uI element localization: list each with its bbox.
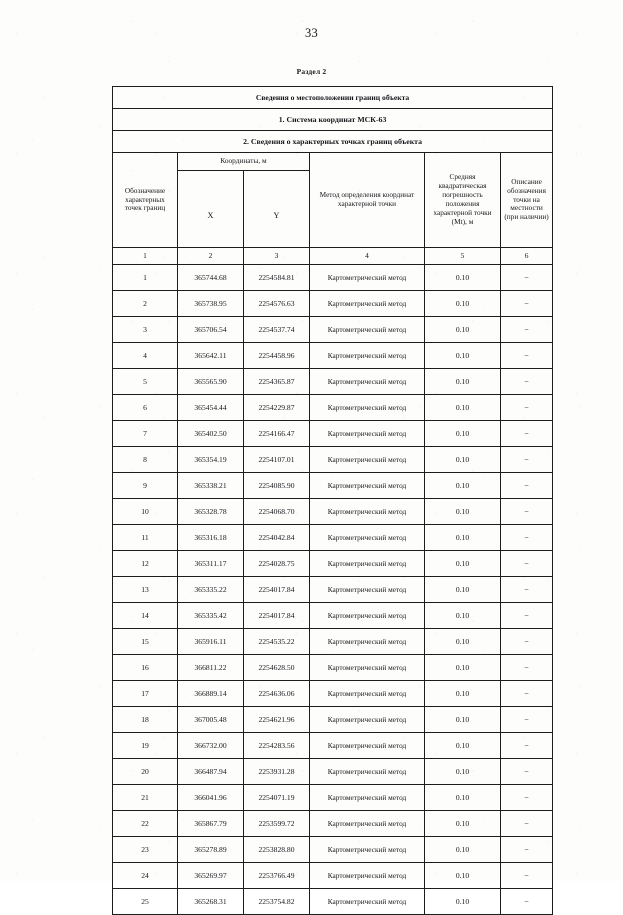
coordinate-x: 365311.17 [178, 551, 244, 577]
coordinate-x: 365316.18 [178, 525, 244, 551]
page-number: 33 [304, 26, 319, 40]
point-number: 14 [113, 603, 178, 629]
point-number: 25 [113, 889, 178, 915]
point-description: − [501, 785, 553, 811]
coordinate-x: 365744.68 [178, 265, 244, 291]
point-description: − [501, 525, 553, 551]
table-banner-row [113, 87, 553, 109]
mean-square-error-value: 0.10 [425, 681, 501, 707]
point-number: 12 [113, 551, 178, 577]
coordinate-y: 2253766.49 [244, 863, 310, 889]
determination-method: Картометрический метод [310, 551, 425, 577]
coordinate-y: 2254537.74 [244, 317, 310, 343]
point-number: 22 [113, 811, 178, 837]
table-row [113, 811, 553, 837]
point-number: 5 [113, 369, 178, 395]
table-row [113, 681, 553, 707]
determination-method: Картометрический метод [310, 837, 425, 863]
table-data-rows [113, 265, 553, 915]
mean-square-error-value: 0.10 [425, 889, 501, 915]
section-row-characteristic-points [113, 131, 553, 153]
column-number-4: 4 [310, 248, 425, 265]
table-body [113, 87, 553, 265]
point-description: − [501, 759, 553, 785]
point-number: 1 [113, 265, 178, 291]
coordinate-x: 365328.78 [178, 499, 244, 525]
coordinate-y: 2254636.06 [244, 681, 310, 707]
point-number: 23 [113, 837, 178, 863]
mean-square-error-value: 0.10 [425, 447, 501, 473]
header-x-label: X [207, 210, 214, 220]
mean-square-error-value: 0.10 [425, 473, 501, 499]
coordinate-x: 365335.42 [178, 603, 244, 629]
coordinate-y: 2254283.56 [244, 733, 310, 759]
point-description: − [501, 863, 553, 889]
determination-method: Картометрический метод [310, 421, 425, 447]
table-row [113, 369, 553, 395]
table-row [113, 629, 553, 655]
header-y-label: Y [273, 210, 280, 220]
determination-method: Картометрический метод [310, 681, 425, 707]
header-mean-square-error: Средняя квадратическая погрешность положения характерной точки (Mt), м [425, 153, 501, 248]
coordinate-x: 365454.44 [178, 395, 244, 421]
table-row [113, 317, 553, 343]
table-row [113, 265, 553, 291]
determination-method: Картометрический метод [310, 317, 425, 343]
header-method: Метод определения координат характерной точки [310, 153, 425, 248]
coordinate-y: 2254085.90 [244, 473, 310, 499]
coordinate-x: 367005.48 [178, 707, 244, 733]
coordinate-x: 366041.96 [178, 785, 244, 811]
header-x [178, 171, 244, 248]
section-2-label: 2. Сведения о характерных точках границ объекта [113, 131, 553, 153]
coordinate-x: 366732.00 [178, 733, 244, 759]
coordinate-y: 2253931.28 [244, 759, 310, 785]
determination-method: Картометрический метод [310, 785, 425, 811]
coordinate-y: 2253599.72 [244, 811, 310, 837]
coordinate-y: 2254229.87 [244, 395, 310, 421]
point-description: − [501, 629, 553, 655]
mean-square-error-value: 0.10 [425, 369, 501, 395]
table-row [113, 525, 553, 551]
table-row [113, 473, 553, 499]
coordinate-x: 365565.90 [178, 369, 244, 395]
determination-method: Картометрический метод [310, 499, 425, 525]
determination-method: Картометрический метод [310, 525, 425, 551]
table-banner-title: Сведения о местоположении границ объекта [113, 87, 553, 109]
mean-square-error-value: 0.10 [425, 629, 501, 655]
coordinate-y: 2254017.84 [244, 577, 310, 603]
coordinate-x: 365642.11 [178, 343, 244, 369]
point-description: − [501, 811, 553, 837]
point-description: − [501, 889, 553, 915]
coordinate-x: 365738.95 [178, 291, 244, 317]
coordinate-y: 2254017.84 [244, 603, 310, 629]
coordinate-y: 2253828.80 [244, 837, 310, 863]
coordinate-x: 365916.11 [178, 629, 244, 655]
mean-square-error-value: 0.10 [425, 707, 501, 733]
point-description: − [501, 837, 553, 863]
determination-method: Картометрический метод [310, 733, 425, 759]
coordinate-y: 2254365.87 [244, 369, 310, 395]
mean-square-error-value: 0.10 [425, 811, 501, 837]
column-number-5: 5 [425, 248, 501, 265]
table-row [113, 889, 553, 915]
table-row [113, 733, 553, 759]
point-description: − [501, 733, 553, 759]
mean-square-error-value: 0.10 [425, 785, 501, 811]
mean-square-error-value: 0.10 [425, 317, 501, 343]
coordinate-x: 366889.14 [178, 681, 244, 707]
table-row [113, 759, 553, 785]
coordinate-y: 2254071.19 [244, 785, 310, 811]
coordinate-y: 2254621.96 [244, 707, 310, 733]
point-description: − [501, 343, 553, 369]
point-number: 3 [113, 317, 178, 343]
determination-method: Картометрический метод [310, 629, 425, 655]
coordinate-y: 2254576.63 [244, 291, 310, 317]
coordinate-x: 365338.21 [178, 473, 244, 499]
point-number: 17 [113, 681, 178, 707]
coordinate-x: 365268.31 [178, 889, 244, 915]
header-designation: Обозначение характерных точек границ [113, 153, 178, 248]
point-number: 11 [113, 525, 178, 551]
boundary-points-table-wrapper [112, 86, 552, 915]
point-description: − [501, 395, 553, 421]
header-y [244, 171, 310, 248]
point-description: − [501, 681, 553, 707]
point-description: − [501, 317, 553, 343]
table-row [113, 707, 553, 733]
mean-square-error-value: 0.10 [425, 759, 501, 785]
point-description: − [501, 291, 553, 317]
determination-method: Картометрический метод [310, 343, 425, 369]
determination-method: Картометрический метод [310, 395, 425, 421]
point-description: − [501, 707, 553, 733]
table-row [113, 577, 553, 603]
coordinate-x: 365867.79 [178, 811, 244, 837]
determination-method: Картометрический метод [310, 369, 425, 395]
mean-square-error-value: 0.10 [425, 863, 501, 889]
coordinate-x: 366811.22 [178, 655, 244, 681]
coordinate-x: 365278.89 [178, 837, 244, 863]
point-number: 20 [113, 759, 178, 785]
coordinate-y: 2254535.22 [244, 629, 310, 655]
determination-method: Картометрический метод [310, 811, 425, 837]
mean-square-error-value: 0.10 [425, 837, 501, 863]
determination-method: Картометрический метод [310, 577, 425, 603]
point-description: − [501, 499, 553, 525]
point-number: 9 [113, 473, 178, 499]
table-row [113, 655, 553, 681]
determination-method: Картометрический метод [310, 447, 425, 473]
point-description: − [501, 603, 553, 629]
boundary-points-table [112, 86, 553, 915]
determination-method: Картометрический метод [310, 265, 425, 291]
coordinate-y: 2254628.50 [244, 655, 310, 681]
section-1-label: 1. Система координат МСК-63 [113, 109, 553, 131]
mean-square-error-value: 0.10 [425, 499, 501, 525]
column-number-2: 2 [178, 248, 244, 265]
mean-square-error-value: 0.10 [425, 655, 501, 681]
table-row [113, 291, 553, 317]
point-description: − [501, 421, 553, 447]
header-row-top [113, 153, 553, 171]
coordinate-x: 365269.97 [178, 863, 244, 889]
point-number: 13 [113, 577, 178, 603]
table-row [113, 447, 553, 473]
point-number: 7 [113, 421, 178, 447]
coordinate-y: 2254068.70 [244, 499, 310, 525]
table-row [113, 837, 553, 863]
mean-square-error-value: 0.10 [425, 343, 501, 369]
column-number-row [113, 248, 553, 265]
point-number: 16 [113, 655, 178, 681]
point-description: − [501, 655, 553, 681]
point-number: 10 [113, 499, 178, 525]
determination-method: Картометрический метод [310, 291, 425, 317]
determination-method: Картометрический метод [310, 473, 425, 499]
coordinate-x: 365335.22 [178, 577, 244, 603]
coordinate-x: 365354.19 [178, 447, 244, 473]
mean-square-error-value: 0.10 [425, 733, 501, 759]
point-number: 18 [113, 707, 178, 733]
table-row [113, 343, 553, 369]
mean-square-error-value: 0.10 [425, 395, 501, 421]
mean-square-error-value: 0.10 [425, 525, 501, 551]
mean-square-error-value: 0.10 [425, 551, 501, 577]
mean-square-error-value: 0.10 [425, 265, 501, 291]
determination-method: Картометрический метод [310, 889, 425, 915]
column-number-3: 3 [244, 248, 310, 265]
coordinate-x: 365706.54 [178, 317, 244, 343]
table-row [113, 785, 553, 811]
coordinate-y: 2254107.01 [244, 447, 310, 473]
table-row [113, 395, 553, 421]
mean-square-error-value: 0.10 [425, 421, 501, 447]
table-row [113, 551, 553, 577]
header-coordinates: Координаты, м [178, 153, 310, 171]
coordinate-y: 2254042.84 [244, 525, 310, 551]
determination-method: Картометрический метод [310, 707, 425, 733]
point-number: 15 [113, 629, 178, 655]
point-number: 21 [113, 785, 178, 811]
point-description: − [501, 577, 553, 603]
table-row [113, 603, 553, 629]
column-number-1: 1 [113, 248, 178, 265]
table-row [113, 499, 553, 525]
determination-method: Картометрический метод [310, 863, 425, 889]
coordinate-x: 366487.94 [178, 759, 244, 785]
point-description: − [501, 369, 553, 395]
table-row [113, 421, 553, 447]
section-row-coordinate-system [113, 109, 553, 131]
point-number: 6 [113, 395, 178, 421]
mean-square-error-value: 0.10 [425, 603, 501, 629]
coordinate-y: 2254166.47 [244, 421, 310, 447]
determination-method: Картометрический метод [310, 655, 425, 681]
point-number: 4 [113, 343, 178, 369]
point-description: − [501, 447, 553, 473]
point-number: 2 [113, 291, 178, 317]
determination-method: Картометрический метод [310, 603, 425, 629]
determination-method: Картометрический метод [310, 759, 425, 785]
coordinate-x: 365402.50 [178, 421, 244, 447]
coordinate-y: 2254028.75 [244, 551, 310, 577]
point-number: 19 [113, 733, 178, 759]
point-description: − [501, 473, 553, 499]
mean-square-error-value: 0.10 [425, 577, 501, 603]
mean-square-error-value: 0.10 [425, 291, 501, 317]
point-description: − [501, 551, 553, 577]
coordinate-y: 2254458.96 [244, 343, 310, 369]
coordinate-y: 2254584.81 [244, 265, 310, 291]
section-label: Раздел 2 [296, 67, 327, 76]
point-number: 24 [113, 863, 178, 889]
header-description: Описание обозначения точки на местности (при наличии) [501, 153, 553, 248]
table-row [113, 863, 553, 889]
coordinate-y: 2253754.82 [244, 889, 310, 915]
column-number-6: 6 [501, 248, 553, 265]
point-description: − [501, 265, 553, 291]
point-number: 8 [113, 447, 178, 473]
